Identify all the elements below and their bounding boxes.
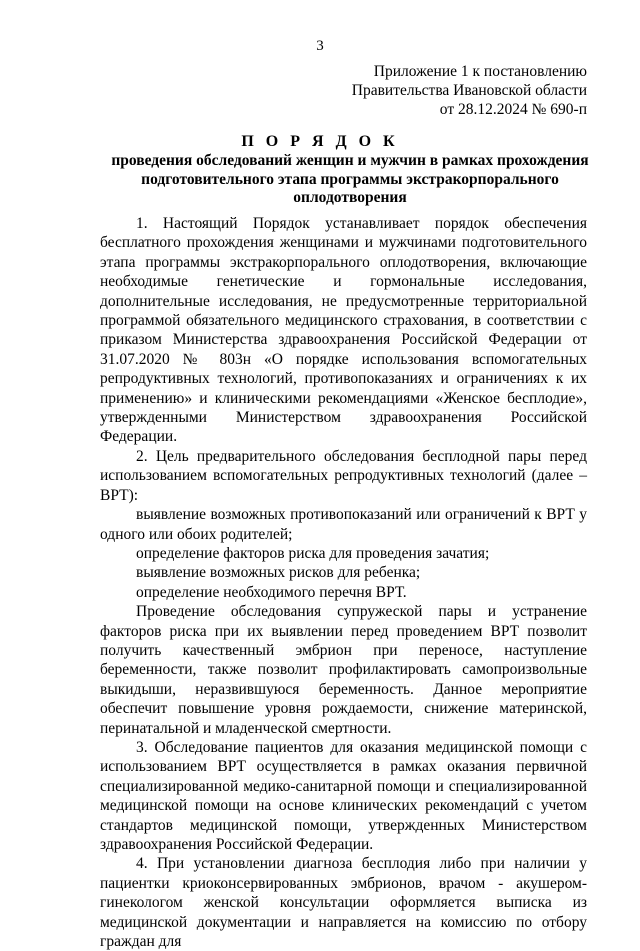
paragraph: 1. Настоящий Порядок устанавливает порядок обеспечения бесплатного прохождения женщинами и мужчинами подготовительного этапа программы экстракорпорального оплодотворения, включающие необходимые генетические и гормональные исследования, дополнительные исследования, не предусмотренные территориальной программой обязательного медицинского страхования, в соответствии с приказом Министерства здравоохранения Российской Федерации от 31.07.2020 № 803н «О порядке использования вспомогательных репродуктивных технологий, противопоказаниях и ограничениях к их применению» и клиническими рекомендациями «Женское бесплодие», утвержденными Министерством здравоохранения Российской Федерации.	[100, 215, 587, 446]
appendix-line: Приложение 1 к постановлению	[373, 63, 587, 80]
page-number: 3	[316, 38, 324, 54]
list-item: выявление возможных рисков для ребенка;	[136, 564, 421, 582]
document-subtitle: проведения обследований женщин и мужчин в рамках прохождения подготовительного этапа программы экстракорпорального оплодотворения	[111, 152, 589, 206]
paragraph: 2. Цель предварительного обследования бесплодной пары перед использованием вспомогательных репродуктивных технологий (далее – ВРТ):	[100, 447, 587, 504]
document-body	[100, 214, 587, 951]
list-item: определение необходимого перечня ВРТ.	[136, 583, 407, 601]
list-item: определение факторов риска для проведения зачатия;	[136, 544, 490, 562]
appendix-line: Правительства Ивановской области	[351, 82, 587, 99]
paragraph: Проведение обследования супружеской пары и устранение факторов риска при их выявлении перед проведением ВРТ позволит получить качественный эмбрион при переносе, наступление беременности, также позволит профилактировать самопроизвольные выкидыши, неразвившуюся беременность. Данное мероприятие обеспечит повышение уровня рождаемости, снижение материнской, перинатальной и младенческой смертности.	[100, 603, 587, 737]
appendix-header	[352, 62, 587, 119]
appendix-line: от 28.12.2024 № 690-п	[439, 101, 587, 118]
paragraph: 4. При установлении диагноза бесплодия либо при наличии у пациентки криоконсервированных эмбрионов, врачом - акушером-гинекологом женской консультации оформляется выписка из медицинской документации и направляется на комиссию по отбору граждан для	[100, 855, 587, 951]
document-title: П О Р Я Д О К	[241, 133, 399, 150]
paragraph: 3. Обследование пациентов для оказания медицинской помощи с использованием ВРТ осуществляется в рамках оказания первичной специализированной медико-санитарной помощи и специализированной медицинской помощи на основе клинических рекомендаций с учетом стандартов медицинской помощи, утвержденных Министерством здравоохранения Российской Федерации.	[100, 738, 587, 853]
list-item: выявление возможных противопоказаний или ограничений к ВРТ у одного или обоих родителей;	[100, 506, 587, 543]
